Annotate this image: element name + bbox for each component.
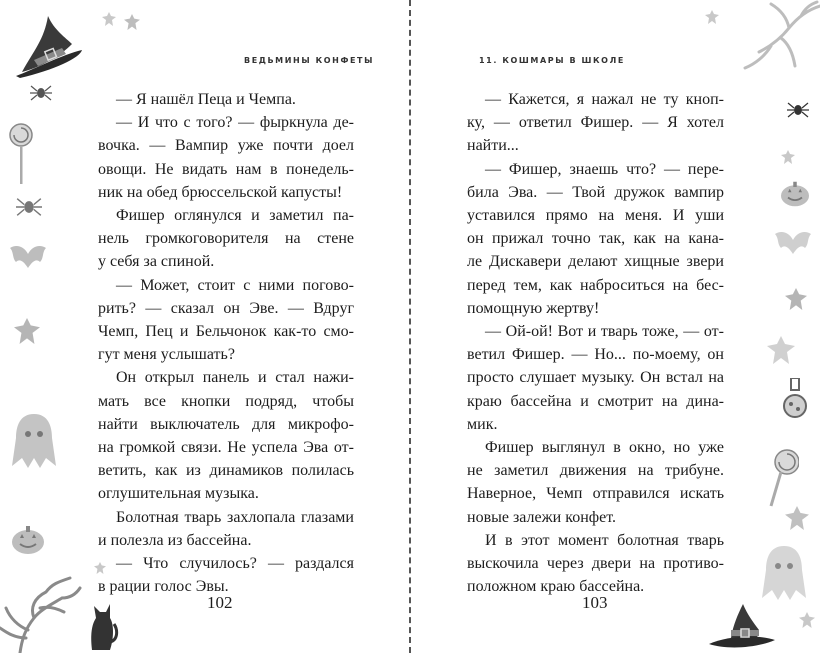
text-line: на громкой связи. Не успела Эва от- [98,439,354,457]
text-line: уставился прямо на меня. И уши [467,207,724,225]
ghost-icon [757,544,811,604]
ghost-icon [10,412,58,472]
leaf-icon [767,336,795,364]
text-line: найти выключатель для микрофо- [98,415,354,433]
text-line: — И что с того? — фыркнула де- [116,114,354,132]
text-line: — Фишер, знаешь что? — пере- [485,160,724,178]
text-line: оглушительная музыка. [98,485,259,503]
left-body-text [98,88,354,598]
leaf-icon [781,150,795,164]
potion-bottle-icon [781,378,809,420]
leaf-icon [799,612,815,628]
text-line: Он открыл панель и стал нажи- [116,369,354,387]
pumpkin-icon [10,524,46,556]
black-cat-icon [84,594,120,650]
text-line: — Что случилось? — раздался [116,555,354,573]
text-line: перед тем, как наброситься на бес- [467,276,724,294]
leaf-icon [14,318,40,344]
text-line: Фишер оглянулся и заметил па- [116,207,354,225]
bat-icon [771,230,815,260]
spider-icon [787,98,809,122]
text-line: ку, — ответил Фишер. — Я хотел [467,114,724,132]
text-line: рить? — сказал он Эве. — Вдруг [98,299,354,317]
text-line: вочка. — Вампир уже почти доел [98,137,354,155]
page-number-left: 102 [207,593,233,612]
text-line: помощную жертву! [467,299,600,317]
text-line: Фишер выглянул в окно, но уже [485,439,724,457]
text-line: била Эва. — Твой дружок вампир [467,183,724,201]
witch-hat-icon [707,600,777,650]
text-line: у себя за спиной. [98,253,215,271]
text-line: просто слушает музыку. Он встал на [467,369,724,387]
text-line: Болотная тварь захлопала глазами [116,508,354,526]
text-line: выскочила через двери на противо- [467,555,724,573]
text-line: — Может, стоит с ними погово- [116,276,354,294]
running-header-left: ВЕДЬМИНЫ КОНФЕТЫ [244,56,374,65]
lollipop-icon [8,122,34,186]
text-line: найти... [467,137,519,155]
text-line: краю бассейна и смотрит на дина- [467,392,724,410]
text-line: — Кажется, я нажал не ту кноп- [485,91,724,108]
leaf-icon [124,14,140,30]
text-line: мик. [467,415,498,433]
text-line: овощи. Не видать нам в понедель- [98,160,354,178]
text-line: ле Дискавери делают хищные звери [467,253,724,271]
text-line: нель громкоговорителя на стене [98,230,354,248]
left-page [0,0,409,653]
text-line: — Я нашёл Пеца и Чемпа. [116,91,296,108]
text-line: И в этот момент болотная тварь [485,531,724,549]
leaf-icon [94,562,106,574]
text-line: новые залежи конфет. [467,508,617,526]
spider-icon [30,84,52,102]
text-line: Чемп, Пец и Бельчонок как-то смо- [98,323,354,341]
text-line: — Ой-ой! Вот и тварь тоже, — от- [485,323,724,341]
text-line: ник на обед брюссельской капусты! [98,183,343,201]
leaf-icon [785,288,807,310]
right-body-text [467,88,724,598]
bare-tree-icon [741,0,820,76]
page-number-right: 103 [582,593,608,612]
text-line: он прижал точно так, как на кана- [467,230,724,248]
right-page [411,0,820,653]
text-line: в рации голос Эвы. [98,578,229,596]
text-line: мать все кнопки подряд, чтобы [98,392,354,410]
text-line: ветить, как из динамиков полилась [98,462,354,480]
witch-hat-icon [14,10,86,80]
bare-tree-icon [0,568,82,653]
running-header-right: 11. КОШМАРЫ В ШКОЛЕ [479,56,625,65]
text-line: гут меня услышать? [98,346,235,364]
text-line: положном краю бассейна. [467,578,645,596]
leaf-icon [785,506,809,530]
pumpkin-icon [779,180,811,208]
spider-icon [16,196,42,218]
text-line: ветил Фишер. — Но... по-моему, он [467,346,724,364]
leaf-icon [102,12,116,26]
leaf-icon [705,10,719,24]
text-line: и полезла из бассейна. [98,531,252,549]
lollipop-icon [767,448,799,508]
bat-icon [8,244,48,274]
text-line: Наверное, Чемп отправился искать [467,485,724,503]
text-line: не заметил движения на трибуне. [467,462,724,480]
